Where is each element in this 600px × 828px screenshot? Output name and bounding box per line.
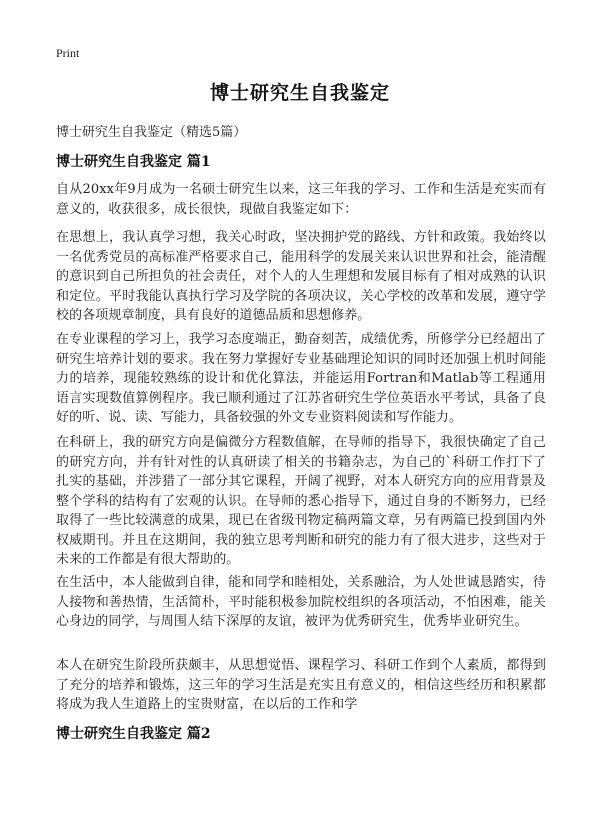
paragraph-research: 在科研上，我的研究方向是偏微分方程数值解，在导师的指导下，我很快确定了自己的研究方向，并有针对性的认真研读了相关的书籍杂志，为自己的`科研工作打下了扎实的基础，并涉猎了一部分其它课程，开阔了视野，对本人研究方向的应用背景及整个学科的结构有了宏观的认识。在导师的悉心指导下，通过自身的不断努力，已经取得了一些比较满意的成果，现已在省级刊物定稿两篇文章，另有两篇已投到国内外权威期刊。并且在这期间，我的独立思考判断和研究的能力有了很大进步，这些对于未来的工作都是有很大帮助的。 (56, 435, 546, 567)
paragraph-summary: 本人在研究生阶段所获颇丰，从思想觉悟、课程学习、科研工作到个人素质，都得到了充分的培养和锻炼，这三年的学习生活是充实且有意义的，相信这些经历和积累都将成为我人生道路上的宝贵财富，在以后的工作和学 (56, 658, 546, 712)
section-heading-1: 博士研究生自我鉴定 篇1 (56, 154, 211, 170)
print-link[interactable]: Print (56, 46, 80, 60)
paragraph-life: 在生活中，本人能做到自律，能和同学和睦相处，关系融洽，为人处世诚恳踏实，待人接物和善热情，生活简朴，平时能积极参加院校组织的各项活动，不怕困难，能关心身边的同学，与周围人结下深厚的友谊，被评为优秀研究生，优秀毕业研究生。 (56, 575, 546, 629)
paragraph-intro: 自从20xx年9月成为一名硕士研究生以来，这三年我的学习、工作和生活是充实而有意义的，收获很多，成长很快，现做自我鉴定如下： (56, 182, 546, 217)
section-heading-2: 博士研究生自我鉴定 篇2 (56, 726, 211, 742)
paragraph-coursework: 在专业课程的学习上，我学习态度端正，勤奋刻苦，成绩优秀，所修学分已经超出了研究生培养计划的要求。我在努力掌握好专业基础理论知识的同时还加强上机时间能力的培养，现能较熟练的设计和优化算法，并能运用Fortran和Matlab等工程通用语言实现数值算例程序。我已顺利通过了江苏省研究生学位英语水平考试，具备了良好的听、说、读、写能力，具备较强的外文专业资料阅读和写作能力。 (56, 332, 546, 425)
paragraph-ideology: 在思想上，我认真学习想，我关心时政，坚决拥护党的路线、方针和政策。我始终以一名优秀党员的高标准严格要求自己，能用科学的发展关来认识世界和社会，能清醒的意识到自己所担负的社会责任，对个人的人生理想和发展目标有了相对成熟的认识和定位。平时我能认真执行学习及学院的各项决议，关心学校的改革和发展，遵守学校的各项规章制度，具有良好的道德品质和思想修养。 (56, 230, 546, 323)
page-title: 博士研究生自我鉴定 (209, 82, 390, 104)
document-subtitle: 博士研究生自我鉴定（精选5篇） (56, 125, 247, 140)
